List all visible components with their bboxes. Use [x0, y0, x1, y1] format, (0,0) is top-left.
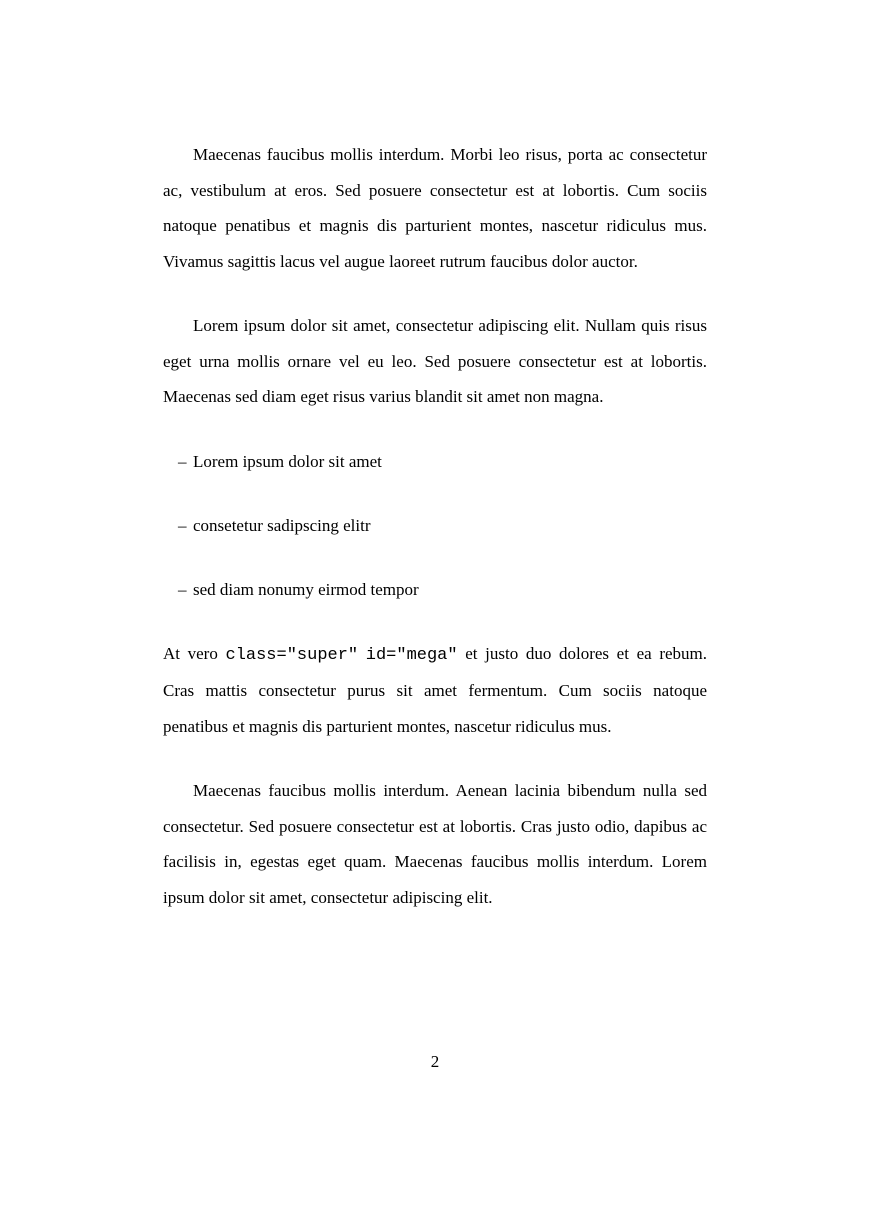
paragraph-2: Lorem ipsum dolor sit amet, consectetur adipiscing elit. Nullam quis risus eget urna mollis ornare vel eu leo. Sed posuere consectetur est at lobortis. Maecenas sed diam eget risus varius blandit sit amet non magna.: [163, 316, 707, 406]
document-page: [163, 0, 707, 1080]
dash-list: [163, 444, 707, 608]
code-paragraph-after: et justo duo dolores et ea rebum. Cras mattis consectetur purus sit amet fermentum. Cum sociis natoque penatibus et magnis dis parturient montes, nascetur ridiculus mus.: [163, 643, 707, 736]
dash-marker: –: [178, 579, 187, 599]
code-separator: [358, 644, 366, 663]
paragraph-1: Maecenas faucibus mollis interdum. Morbi leo risus, porta ac consectetur ac, vestibulum at eros. Sed posuere consectetur est at lobortis. Cum sociis natoque penatibus et magnis dis parturient montes, nascetur ridiculus mus. Vivamus sagittis lacus vel augue laoreet rutrum faucibus dolor auctor.: [163, 145, 707, 271]
inline-code-class-attr: class="super": [225, 645, 359, 665]
page-number: 2: [430, 1052, 440, 1071]
list-item: [178, 508, 707, 544]
list-item-text: sed diam nonumy eirmod tempor: [193, 579, 419, 599]
list-item-text: Lorem ipsum dolor sit amet: [193, 451, 382, 471]
dash-marker: –: [178, 515, 187, 535]
list-item-text: consetetur sadipscing elitr: [193, 515, 371, 535]
code-paragraph-before: At vero: [163, 643, 226, 663]
list-item: [178, 444, 707, 480]
inline-code-id-attr: id="mega": [365, 645, 458, 665]
paragraph-code: [163, 636, 707, 745]
list-item: [178, 572, 707, 608]
dash-marker: –: [178, 451, 187, 471]
page-footer: [163, 1044, 707, 1080]
paragraph-3: Maecenas faucibus mollis interdum. Aenean lacinia bibendum nulla sed consectetur. Sed posuere consectetur est at lobortis. Cras justo odio, dapibus ac facilisis in, egestas eget quam. Maecenas faucibus mollis interdum. Lorem ipsum dolor sit amet, consectetur adipiscing elit.: [163, 781, 707, 907]
